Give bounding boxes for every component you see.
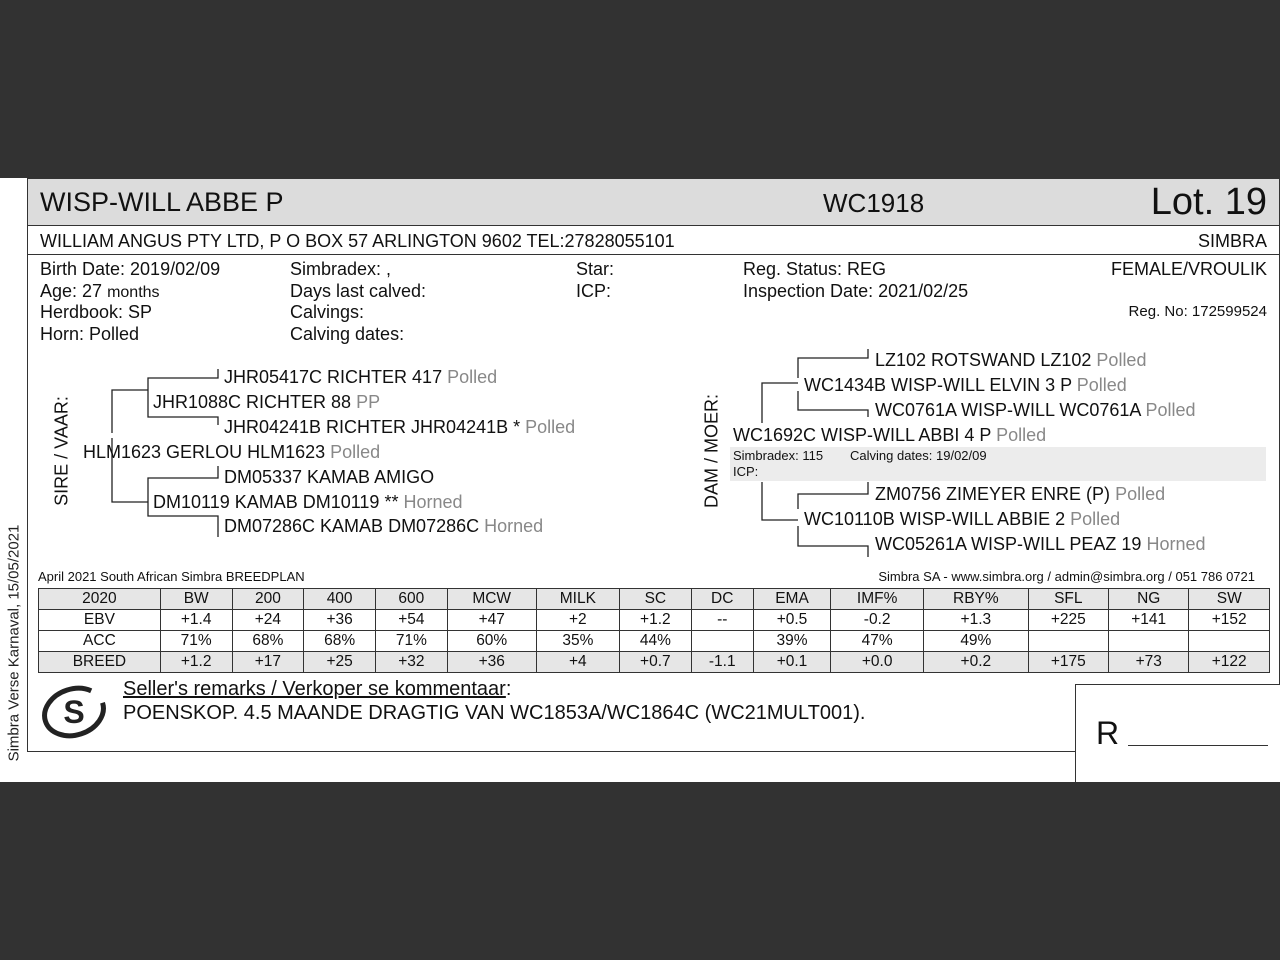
table-cell: -1.1 xyxy=(691,652,753,673)
sire-to-sire-sire-line xyxy=(112,390,148,433)
pedigree-name: WC05261A WISP-WILL PEAZ 19 xyxy=(875,534,1142,554)
table-cell xyxy=(1189,631,1270,652)
dam-icp: ICP: xyxy=(733,464,759,479)
sire-dam xyxy=(153,492,463,513)
table-cell: EMA xyxy=(753,589,830,610)
lot-number: Lot. 19 xyxy=(1150,181,1267,223)
horn-status: PP xyxy=(356,392,381,412)
table-cell: 71% xyxy=(375,631,447,652)
dam-sire-sire xyxy=(875,350,1146,371)
horn-status: Polled xyxy=(1145,400,1196,420)
horn-status: Polled xyxy=(1096,350,1147,370)
breedplan-table xyxy=(38,588,1270,673)
pedigree-name: ZM0756 ZIMEYER ENRE (P) xyxy=(875,484,1111,504)
table-cell: NG xyxy=(1109,589,1189,610)
sire xyxy=(83,442,380,463)
dam-to-dam-dam-line xyxy=(762,482,798,520)
table-cell: +47 xyxy=(447,610,536,631)
side-label: Simbra Verse Karnaval, 15/05/2021 xyxy=(5,524,23,762)
sire-dam-dam xyxy=(224,516,543,537)
table-cell: +32 xyxy=(375,652,447,673)
price-box xyxy=(1075,684,1280,782)
calvings: Calvings: xyxy=(290,302,365,322)
icp: ICP: xyxy=(576,281,612,301)
table-row xyxy=(39,652,1270,673)
table-cell: +1.4 xyxy=(160,610,232,631)
days-last-calved: Days last calved: xyxy=(290,281,427,301)
table-cell: +17 xyxy=(232,652,304,673)
table-cell: 71% xyxy=(160,631,232,652)
row-label-cell: ACC xyxy=(39,631,161,652)
dam-dam-down-line xyxy=(798,526,868,557)
table-cell: +0.0 xyxy=(831,652,924,673)
sire-label: SIRE / VAAR: xyxy=(51,396,72,506)
birth-date: Birth Date: 2019/02/09 xyxy=(40,259,221,279)
dam-dam-up-line xyxy=(798,482,868,509)
svg-text:S: S xyxy=(63,694,85,730)
table-cell: +36 xyxy=(304,610,376,631)
table-cell: +25 xyxy=(304,652,376,673)
horn-status: Polled xyxy=(1070,509,1121,529)
table-cell: -0.2 xyxy=(831,610,924,631)
dam xyxy=(733,425,1046,446)
dam-calving-dates: Calving dates: 19/02/09 xyxy=(850,448,987,463)
remarks-title: Seller's remarks / Verkoper se kommentaar: xyxy=(123,678,512,700)
age-unit: months xyxy=(107,284,160,301)
horn-status: Horned xyxy=(403,492,463,512)
calving-dates: Calving dates: xyxy=(290,324,405,344)
sale-card-page xyxy=(0,178,1280,782)
table-cell: 44% xyxy=(619,631,691,652)
table-cell: +1.3 xyxy=(924,610,1028,631)
horn-status: Horned xyxy=(1146,534,1206,554)
table-cell: 47% xyxy=(831,631,924,652)
row-label-cell: BREED xyxy=(39,652,161,673)
horn-status: Horned xyxy=(484,516,544,536)
animal-reg-code: WC1918 xyxy=(823,188,925,218)
pedigree-name: DM05337 KAMAB AMIGO xyxy=(224,467,435,487)
pedigree-name: DM10119 KAMAB DM10119 ** xyxy=(153,492,399,512)
herdbook: Herdbook: SP xyxy=(40,302,153,322)
sire-dam-sire xyxy=(224,467,434,488)
table-cell: +1.2 xyxy=(619,610,691,631)
table-cell: +0.1 xyxy=(753,652,830,673)
table-cell: 60% xyxy=(447,631,536,652)
table-row xyxy=(39,610,1270,631)
table-cell xyxy=(1028,631,1108,652)
sire-sire xyxy=(153,392,380,413)
table-cell: MILK xyxy=(536,589,619,610)
table-cell: +0.5 xyxy=(753,610,830,631)
table-cell: +0.7 xyxy=(619,652,691,673)
pedigree-name: JHR04241B RICHTER JHR04241B * xyxy=(224,417,521,437)
table-cell: BW xyxy=(160,589,232,610)
table-cell: MCW xyxy=(447,589,536,610)
table-cell: +0.2 xyxy=(924,652,1028,673)
table-cell: 600 xyxy=(375,589,447,610)
sire-sire-sire xyxy=(224,367,497,388)
table-cell: DC xyxy=(691,589,753,610)
table-cell: -- xyxy=(691,610,753,631)
horn-status: Horn: Polled xyxy=(40,324,140,344)
dam-details xyxy=(730,447,1266,481)
table-header-row xyxy=(39,589,1270,610)
horn-status: Polled xyxy=(447,367,498,387)
sex: FEMALE/VROULIK xyxy=(1110,259,1267,279)
table-cell xyxy=(691,631,753,652)
dam-simbradex: Simbradex: 115 xyxy=(733,448,824,463)
table-cell: 39% xyxy=(753,631,830,652)
table-cell: +36 xyxy=(447,652,536,673)
pedigree-name: DM07286C KAMAB DM07286C xyxy=(224,516,480,536)
dam-dam-dam xyxy=(875,534,1206,555)
row-label-cell: EBV xyxy=(39,610,161,631)
price-entry-line xyxy=(1128,745,1268,746)
reg-status: Reg. Status: REG xyxy=(743,259,887,279)
table-cell: +152 xyxy=(1189,610,1270,631)
table-cell: SC xyxy=(619,589,691,610)
table-cell: 200 xyxy=(232,589,304,610)
breedplan-contact: Simbra SA - www.simbra.org / admin@simbra.org / 051 786 0721 xyxy=(878,569,1255,584)
table-cell: +175 xyxy=(1028,652,1108,673)
table-cell: IMF% xyxy=(831,589,924,610)
table-cell: 400 xyxy=(304,589,376,610)
dam-dam xyxy=(804,509,1120,530)
breed-name: SIMBRA xyxy=(1197,231,1267,251)
table-cell: +1.2 xyxy=(160,652,232,673)
table-cell: +73 xyxy=(1109,652,1189,673)
pedigree-name: WC1692C WISP-WILL ABBI 4 P xyxy=(733,425,992,445)
table-cell: +141 xyxy=(1109,610,1189,631)
horn-status: Polled xyxy=(525,417,576,437)
horn-status: Polled xyxy=(330,442,381,462)
age-value: Age: 27 xyxy=(40,281,103,301)
dam-label: DAM / MOER: xyxy=(701,393,722,509)
dam-sire-dam xyxy=(875,400,1196,421)
dam-to-dam-sire-line xyxy=(762,383,798,423)
table-cell: +122 xyxy=(1189,652,1270,673)
inspection-date: Inspection Date: 2021/02/25 xyxy=(743,281,969,301)
pedigree-name: WC10110B WISP-WILL ABBIE 2 xyxy=(804,509,1066,529)
table-cell: SW xyxy=(1189,589,1270,610)
row-label-cell: 2020 xyxy=(39,589,161,610)
lot-card xyxy=(27,178,1280,752)
pedigree-name: JHR05417C RICHTER 417 xyxy=(224,367,443,387)
table-cell: SFL xyxy=(1028,589,1108,610)
table-row xyxy=(39,631,1270,652)
simbradex: Simbradex: , xyxy=(290,259,392,279)
pedigree-name: JHR1088C RICHTER 88 xyxy=(153,392,352,412)
table-cell: +225 xyxy=(1028,610,1108,631)
star: Star: xyxy=(576,259,615,279)
sire-sire-up-line xyxy=(148,369,218,390)
pedigree-name: WC0761A WISP-WILL WC0761A xyxy=(875,400,1141,420)
table-cell: RBY% xyxy=(924,589,1028,610)
dam-sire xyxy=(804,375,1127,396)
horn-status: Polled xyxy=(996,425,1047,445)
pedigree-name: LZ102 ROTSWAND LZ102 xyxy=(875,350,1092,370)
table-cell: +54 xyxy=(375,610,447,631)
owner-details: WILLIAM ANGUS PTY LTD, P O BOX 57 ARLINGTON 9602 TEL:27828055101 xyxy=(40,231,675,251)
table-cell: 68% xyxy=(232,631,304,652)
table-cell xyxy=(1109,631,1189,652)
table-cell: 68% xyxy=(304,631,376,652)
horn-status: Polled xyxy=(1115,484,1166,504)
table-cell: +2 xyxy=(536,610,619,631)
table-cell: +4 xyxy=(536,652,619,673)
breedplan-title: April 2021 South African Simbra BREEDPLAN xyxy=(38,569,305,584)
dam-sire-up-line xyxy=(798,349,868,378)
simbra-logo-icon xyxy=(40,684,108,740)
reg-no: Reg. No: 172599524 xyxy=(1128,303,1267,320)
horn-status: Polled xyxy=(1076,375,1127,395)
table-cell: 35% xyxy=(536,631,619,652)
sire-sire-dam xyxy=(224,417,575,438)
pedigree-name: WC1434B WISP-WILL ELVIN 3 P xyxy=(804,375,1072,395)
table-cell: +24 xyxy=(232,610,304,631)
table-cell: 49% xyxy=(924,631,1028,652)
animal-name: WISP-WILL ABBE P xyxy=(40,187,284,217)
dam-dam-sire xyxy=(875,484,1165,505)
pedigree-name: HLM1623 GERLOU HLM1623 xyxy=(83,442,326,462)
remarks-text: POENSKOP. 4.5 MAANDE DRAGTIG VAN WC1853A/WC1864C (WC21MULT001). xyxy=(123,702,866,724)
price-label: R xyxy=(1096,715,1120,751)
